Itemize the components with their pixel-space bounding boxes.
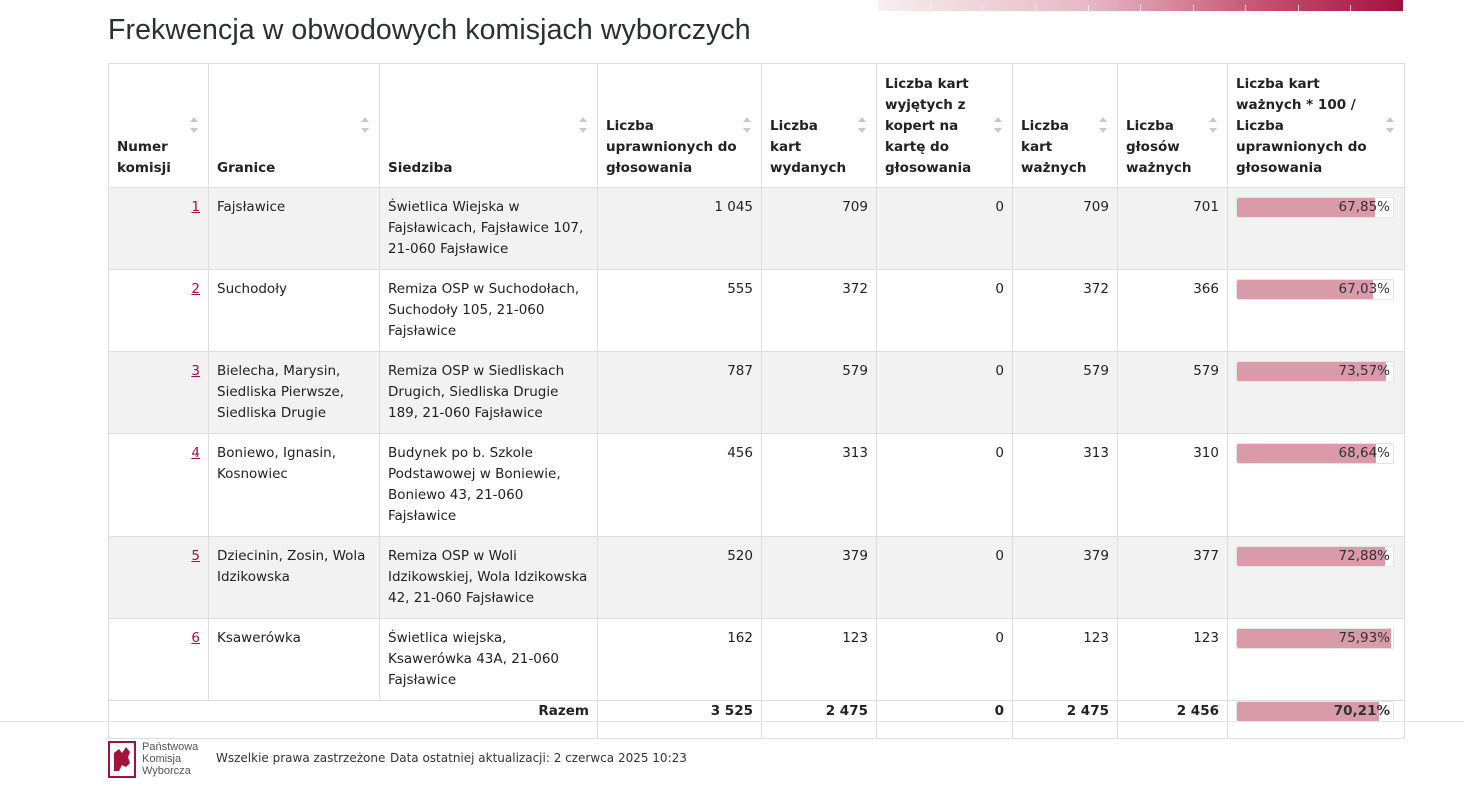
commission-link[interactable]: 2 <box>191 281 200 297</box>
column-header-numer[interactable] <box>109 64 209 188</box>
column-header-label: Siedziba <box>388 160 453 176</box>
column-header-uprawnionych[interactable] <box>598 64 762 188</box>
pkw-logo-text <box>142 741 212 777</box>
turnout-value: 67,03% <box>1338 281 1390 297</box>
glosow-cell: 579 <box>1118 352 1228 434</box>
granice-cell: Ksawerówka <box>209 619 380 701</box>
footer-divider <box>0 721 1464 722</box>
turnout-value: 68,64% <box>1338 445 1390 461</box>
table-row <box>109 188 1405 270</box>
glosow-cell: 377 <box>1118 537 1228 619</box>
granice-cell: Suchodoły <box>209 270 380 352</box>
turnout-cell <box>1228 537 1405 619</box>
uprawnionych-cell: 787 <box>598 352 762 434</box>
sort-icon[interactable] <box>1386 117 1394 133</box>
total-wyjetych: 0 <box>877 701 1013 739</box>
commission-number-cell <box>109 537 209 619</box>
pkw-logo-icon[interactable] <box>108 741 136 778</box>
wyjetych-cell: 0 <box>877 434 1013 537</box>
turnout-bar <box>1236 279 1394 300</box>
turnout-value: 67,85% <box>1338 199 1390 215</box>
table-header-row <box>109 64 1405 188</box>
turnout-value: 72,88% <box>1338 548 1390 564</box>
total-turnout-cell <box>1228 701 1405 739</box>
turnout-cell <box>1228 619 1405 701</box>
column-header-frekwencja[interactable] <box>1228 64 1405 188</box>
table-row <box>109 270 1405 352</box>
logo-line: Wyborcza <box>142 765 191 777</box>
waznych-cell: 313 <box>1013 434 1118 537</box>
commission-link[interactable]: 1 <box>191 199 200 215</box>
commission-number-cell <box>109 270 209 352</box>
sort-icon[interactable] <box>1099 117 1107 133</box>
wyjetych-cell: 0 <box>877 352 1013 434</box>
wydanych-cell: 123 <box>762 619 877 701</box>
column-header-siedziba[interactable] <box>380 64 598 188</box>
column-header-label: Liczba głosów ważnych <box>1126 118 1192 176</box>
scale-tick <box>1298 5 1299 11</box>
waznych-cell: 379 <box>1013 537 1118 619</box>
turnout-color-scale <box>878 0 1403 11</box>
wyjetych-cell: 0 <box>877 537 1013 619</box>
total-waznych: 2 475 <box>1013 701 1118 739</box>
scale-tick <box>1245 5 1246 11</box>
column-header-label: Liczba uprawnionych do głosowania <box>606 118 737 176</box>
total-wydanych: 2 475 <box>762 701 877 739</box>
sort-icon[interactable] <box>994 117 1002 133</box>
turnout-bar <box>1236 701 1394 722</box>
column-header-granice[interactable] <box>209 64 380 188</box>
uprawnionych-cell: 520 <box>598 537 762 619</box>
waznych-cell: 709 <box>1013 188 1118 270</box>
glosow-cell: 123 <box>1118 619 1228 701</box>
column-header-label: Liczba kart ważnych * 100 / Liczba uprawnionych do głosowania <box>1236 76 1367 176</box>
wydanych-cell: 379 <box>762 537 877 619</box>
total-row <box>109 701 1405 739</box>
glosow-cell: 701 <box>1118 188 1228 270</box>
uprawnionych-cell: 162 <box>598 619 762 701</box>
column-header-wydanych[interactable] <box>762 64 877 188</box>
turnout-cell <box>1228 188 1405 270</box>
turnout-bar <box>1236 546 1394 567</box>
sort-icon[interactable] <box>1209 117 1217 133</box>
uprawnionych-cell: 456 <box>598 434 762 537</box>
turnout-table <box>108 63 1405 739</box>
total-label: Razem <box>109 701 598 739</box>
sort-icon[interactable] <box>190 117 198 133</box>
scale-tick <box>1350 5 1351 11</box>
sort-icon[interactable] <box>858 117 866 133</box>
scale-tick <box>982 5 983 11</box>
scale-tick <box>1035 5 1036 11</box>
turnout-bar <box>1236 628 1394 649</box>
logo-line: Państwowa <box>142 741 199 753</box>
siedziba-cell: Świetlica Wiejska w Fajsławicach, Fajsławice 107, 21-060 Fajsławice <box>380 188 598 270</box>
turnout-value: 73,57% <box>1338 363 1390 379</box>
commission-number-cell <box>109 188 209 270</box>
turnout-cell <box>1228 352 1405 434</box>
uprawnionych-cell: 1 045 <box>598 188 762 270</box>
turnout-bar <box>1236 443 1394 464</box>
column-header-wyjetych[interactable] <box>877 64 1013 188</box>
commission-link[interactable]: 5 <box>191 548 200 564</box>
siedziba-cell: Remiza OSP w Suchodołach, Suchodoły 105, 21-060 Fajsławice <box>380 270 598 352</box>
commission-number-cell <box>109 352 209 434</box>
scale-tick <box>930 5 931 11</box>
scale-tick <box>1193 5 1194 11</box>
column-header-label: Numer komisji <box>117 139 171 176</box>
wydanych-cell: 313 <box>762 434 877 537</box>
column-header-label: Liczba kart wydanych <box>770 118 847 176</box>
siedziba-cell: Remiza OSP w Woli Idzikowskiej, Wola Idzikowska 42, 21-060 Fajsławice <box>380 537 598 619</box>
wydanych-cell: 709 <box>762 188 877 270</box>
table-row <box>109 537 1405 619</box>
granice-cell: Bielecha, Marysin, Siedliska Pierwsze, Siedliska Drugie <box>209 352 380 434</box>
glosow-cell: 366 <box>1118 270 1228 352</box>
column-header-label: Liczba kart wyjętych z kopert na kartę do głosowania <box>885 76 972 176</box>
wyjetych-cell: 0 <box>877 619 1013 701</box>
column-header-label: Granice <box>217 160 276 176</box>
column-header-glosow[interactable] <box>1118 64 1228 188</box>
page-title: Frekwencja w obwodowych komisjach wyborczych <box>108 14 751 46</box>
granice-cell: Dziecinin, Zosin, Wola Idzikowska <box>209 537 380 619</box>
turnout-bar <box>1236 197 1394 218</box>
sort-icon[interactable] <box>361 117 369 133</box>
waznych-cell: 372 <box>1013 270 1118 352</box>
wydanych-cell: 579 <box>762 352 877 434</box>
scale-tick <box>1088 5 1089 11</box>
table-row <box>109 619 1405 701</box>
sort-icon[interactable] <box>579 117 587 133</box>
siedziba-cell: Remiza OSP w Siedliskach Drugich, Siedliska Drugie 189, 21-060 Fajsławice <box>380 352 598 434</box>
table-row <box>109 352 1405 434</box>
commission-link[interactable]: 6 <box>191 630 200 646</box>
wyjetych-cell: 0 <box>877 188 1013 270</box>
commission-link[interactable]: 4 <box>191 445 200 461</box>
turnout-value: 75,93% <box>1338 630 1390 646</box>
siedziba-cell: Budynek po b. Szkole Podstawowej w Boniewie, Boniewo 43, 21-060 Fajsławice <box>380 434 598 537</box>
table-row <box>109 434 1405 537</box>
granice-cell: Boniewo, Ignasin, Kosnowiec <box>209 434 380 537</box>
total-turnout-value: 70,21% <box>1333 703 1390 719</box>
sort-icon[interactable] <box>743 117 751 133</box>
waznych-cell: 579 <box>1013 352 1118 434</box>
commission-link[interactable]: 3 <box>191 363 200 379</box>
footer-rights: Wszelkie prawa zastrzeżone <box>216 751 386 765</box>
total-glosow: 2 456 <box>1118 701 1228 739</box>
uprawnionych-cell: 555 <box>598 270 762 352</box>
granice-cell: Fajsławice <box>209 188 380 270</box>
siedziba-cell: Świetlica wiejska, Ksawerówka 43A, 21-060 Fajsławice <box>380 619 598 701</box>
column-header-label: Liczba kart ważnych <box>1021 118 1087 176</box>
total-uprawnionych: 3 525 <box>598 701 762 739</box>
turnout-cell <box>1228 434 1405 537</box>
waznych-cell: 123 <box>1013 619 1118 701</box>
wyjetych-cell: 0 <box>877 270 1013 352</box>
column-header-waznych[interactable] <box>1013 64 1118 188</box>
logo-line: Komisja <box>142 753 182 765</box>
footer-last-update: Data ostatniej aktualizacji: 2 czerwca 2025 10:23 <box>390 751 687 765</box>
turnout-bar <box>1236 361 1394 382</box>
commission-number-cell <box>109 619 209 701</box>
glosow-cell: 310 <box>1118 434 1228 537</box>
turnout-cell <box>1228 270 1405 352</box>
wydanych-cell: 372 <box>762 270 877 352</box>
scale-tick <box>1140 5 1141 11</box>
commission-number-cell <box>109 434 209 537</box>
